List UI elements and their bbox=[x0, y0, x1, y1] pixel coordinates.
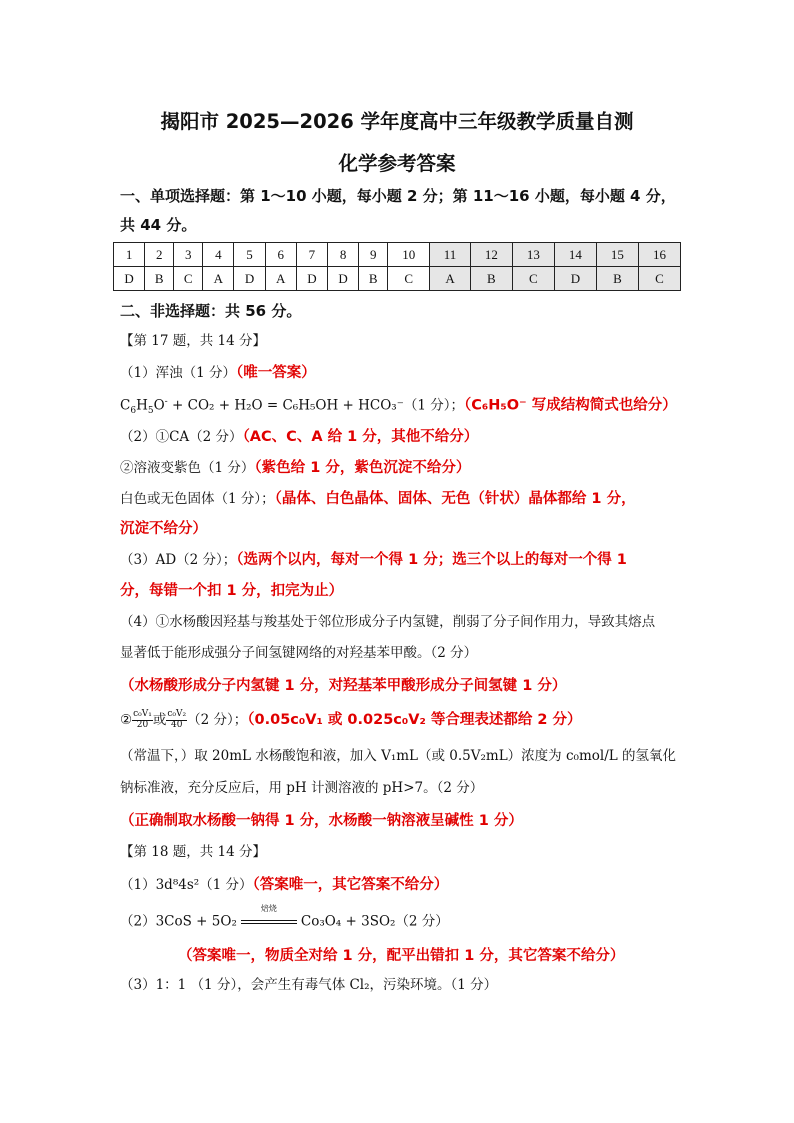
equation-prefix: C bbox=[120, 397, 131, 414]
question-number: 15 bbox=[596, 243, 638, 267]
doc-title: 揭阳市 2025—2026 学年度高中三年级教学质量自测 bbox=[160, 110, 634, 133]
q18-line-1 bbox=[120, 878, 448, 893]
q18-2-note: （答案唯一，物质全对给 1 分，配平出错扣 1 分，其它答案不给分） bbox=[178, 948, 625, 964]
q17-line-5 bbox=[120, 492, 636, 507]
answer-cell: D bbox=[114, 267, 145, 291]
q17-2c-note: （晶体、白色晶体、固体、无色（针状）晶体都给 1 分， bbox=[274, 491, 636, 507]
answer-cell: D bbox=[296, 267, 327, 291]
answer-cell: A bbox=[203, 267, 234, 291]
q17-2-answer: （2）①CA（2 分） bbox=[120, 429, 243, 445]
doc-subtitle: 化学参考答案 bbox=[338, 152, 456, 175]
answer-cell: B bbox=[145, 267, 174, 291]
answer-cell: A bbox=[430, 267, 471, 291]
q17-line-1 bbox=[120, 366, 316, 381]
answer-cell: C bbox=[174, 267, 203, 291]
question-number: 9 bbox=[359, 243, 388, 267]
q17-2b-note: （紫色给 1 分，紫色沉淀不给分） bbox=[254, 460, 471, 476]
q18-line-3 bbox=[178, 949, 624, 964]
reaction-arrow bbox=[241, 904, 297, 929]
q17-1-answer: （1）浑浊（1 分） bbox=[120, 365, 236, 381]
q17-2c-note-cont: 沉淀不给分） bbox=[120, 521, 207, 537]
q17-line-10: 显著低于能形成强分子间氢键网络的对羟基苯甲酸。（2 分） bbox=[120, 645, 478, 661]
question-number: 13 bbox=[512, 243, 554, 267]
equals-bar-bottom bbox=[241, 923, 297, 924]
question-number: 5 bbox=[234, 243, 265, 267]
fraction-1 bbox=[132, 710, 153, 731]
equation-h: H bbox=[136, 397, 148, 414]
q17-line-6 bbox=[120, 522, 207, 537]
q17-4c-note: （正确制取水杨酸一钠得 1 分，水杨酸一钠溶液呈碱性 1 分） bbox=[120, 813, 523, 829]
equation-sup: - bbox=[164, 397, 168, 407]
fraction-denominator: 20 bbox=[136, 719, 149, 730]
q17-2b-answer: ②溶液变紫色（1 分） bbox=[120, 460, 255, 476]
question-number: 8 bbox=[328, 243, 359, 267]
fraction-denominator: 40 bbox=[171, 719, 183, 730]
q18-line-2 bbox=[120, 904, 449, 930]
q17-4-note: （水杨酸形成分子内氢键 1 分，对羟基苯甲酸形成分子间氢键 1 分） bbox=[120, 678, 567, 694]
answer-cell: C bbox=[638, 267, 680, 291]
q18-2-label: （2） bbox=[120, 913, 156, 930]
question-number: 12 bbox=[470, 243, 512, 267]
answer-cell: D bbox=[234, 267, 265, 291]
q17-line-3 bbox=[120, 430, 478, 445]
q17-line-11 bbox=[120, 679, 566, 694]
answer-cell: B bbox=[470, 267, 512, 291]
q18-title: 【第 18 题，共 14 分】 bbox=[120, 844, 267, 860]
reaction-reactants: 3CoS + 5O₂ bbox=[155, 913, 237, 930]
section2-heading: 二、非选择题：共 56 分。 bbox=[120, 302, 302, 320]
q17-4b-note: （0.05c₀V₁ 或 0.025c₀V₂ 等合理表述都给 2 分） bbox=[247, 711, 582, 728]
q17-4b-score: （2 分）； bbox=[187, 711, 248, 728]
q17-3-answer: （3）AD（2 分）； bbox=[120, 552, 237, 568]
question-number: 2 bbox=[145, 243, 174, 267]
q17-line-4 bbox=[120, 461, 470, 476]
q17-line-13: （常温下，）取 20mL 水杨酸饱和液，加入 V₁mL（或 0.5V₂mL）浓度为 c₀mol/L 的氢氧化 bbox=[120, 748, 676, 764]
answer-cell: C bbox=[388, 267, 430, 291]
q17-line-2 bbox=[120, 398, 677, 416]
answer-table-numbers-row bbox=[114, 243, 681, 267]
q18-1-note: （答案唯一，其它答案不给分） bbox=[252, 877, 449, 893]
circle-two: ② bbox=[120, 711, 133, 728]
q18-1-answer: （1）3d⁸4s²（1 分） bbox=[120, 877, 253, 893]
answer-cell: D bbox=[554, 267, 596, 291]
q17-1-note: （唯一答案） bbox=[235, 365, 316, 381]
q17-equation-note: （C₆H₅O⁻ 写成结构简式也给分） bbox=[463, 397, 677, 414]
section1-heading-cont: 共 44 分。 bbox=[120, 216, 197, 234]
question-number: 4 bbox=[203, 243, 234, 267]
fraction-2 bbox=[166, 710, 187, 731]
q17-title: 【第 17 题，共 14 分】 bbox=[120, 333, 267, 349]
answer-table bbox=[113, 242, 681, 291]
question-number: 16 bbox=[638, 243, 680, 267]
equation-sub: 5 bbox=[147, 406, 154, 417]
question-number: 1 bbox=[114, 243, 145, 267]
q17-line-7 bbox=[120, 553, 627, 568]
or-word: 或 bbox=[152, 711, 167, 728]
section1-heading: 一、单项选择题：第 1～10 小题，每小题 2 分；第 11～16 小题，每小题 4 分， bbox=[120, 187, 676, 205]
equation-rest: + CO₂ + H₂O = C₆H₅OH + HCO₃⁻（1 分）； bbox=[167, 397, 464, 414]
q17-line-15 bbox=[120, 814, 523, 829]
fraction-numerator: c₀V₁ bbox=[133, 709, 152, 719]
q17-line-12 bbox=[120, 710, 582, 731]
question-number: 10 bbox=[388, 243, 430, 267]
question-number: 3 bbox=[174, 243, 203, 267]
answer-cell: A bbox=[265, 267, 296, 291]
question-number: 6 bbox=[265, 243, 296, 267]
question-number: 7 bbox=[296, 243, 327, 267]
q18-line-4: （3）1：1 （1 分），会产生有毒气体 Cl₂，污染环境。（1 分） bbox=[120, 977, 498, 993]
q17-3-note: （选两个以内，每对一个得 1 分；选三个以上的每对一个得 1 bbox=[236, 552, 627, 568]
question-number: 14 bbox=[554, 243, 596, 267]
fraction-numerator: c₀V₂ bbox=[167, 709, 187, 719]
reaction-condition: 焙烧 bbox=[260, 904, 277, 913]
answer-cell: C bbox=[512, 267, 554, 291]
q17-line-9: （4）①水杨酸因羟基与羧基处于邻位形成分子内氢键，削弱了分子间作用力，导致其熔点 bbox=[120, 614, 656, 630]
q17-line-8 bbox=[120, 584, 343, 599]
q17-2c-answer: 白色或无色固体（1 分）； bbox=[120, 491, 275, 507]
equation-sub: 6 bbox=[130, 406, 137, 417]
question-number: 11 bbox=[430, 243, 471, 267]
q18-2-score: （2 分） bbox=[395, 913, 449, 930]
q17-3-note-cont: 分，每错一个扣 1 分，扣完为止） bbox=[120, 583, 344, 599]
q17-line-14: 钠标准液，充分反应后，用 pH 计测溶液的 pH>7。（2 分） bbox=[120, 780, 484, 796]
equation-o: O bbox=[153, 397, 165, 414]
q17-2-note: （AC、C、A 给 1 分，其他不给分） bbox=[242, 429, 479, 445]
answer-cell: B bbox=[596, 267, 638, 291]
answer-table-answers-row bbox=[114, 267, 681, 291]
equals-bar-top bbox=[241, 920, 297, 921]
answer-cell: D bbox=[328, 267, 359, 291]
answer-cell: B bbox=[359, 267, 388, 291]
reaction-products: Co₃O₄ + 3SO₂ bbox=[300, 913, 396, 930]
